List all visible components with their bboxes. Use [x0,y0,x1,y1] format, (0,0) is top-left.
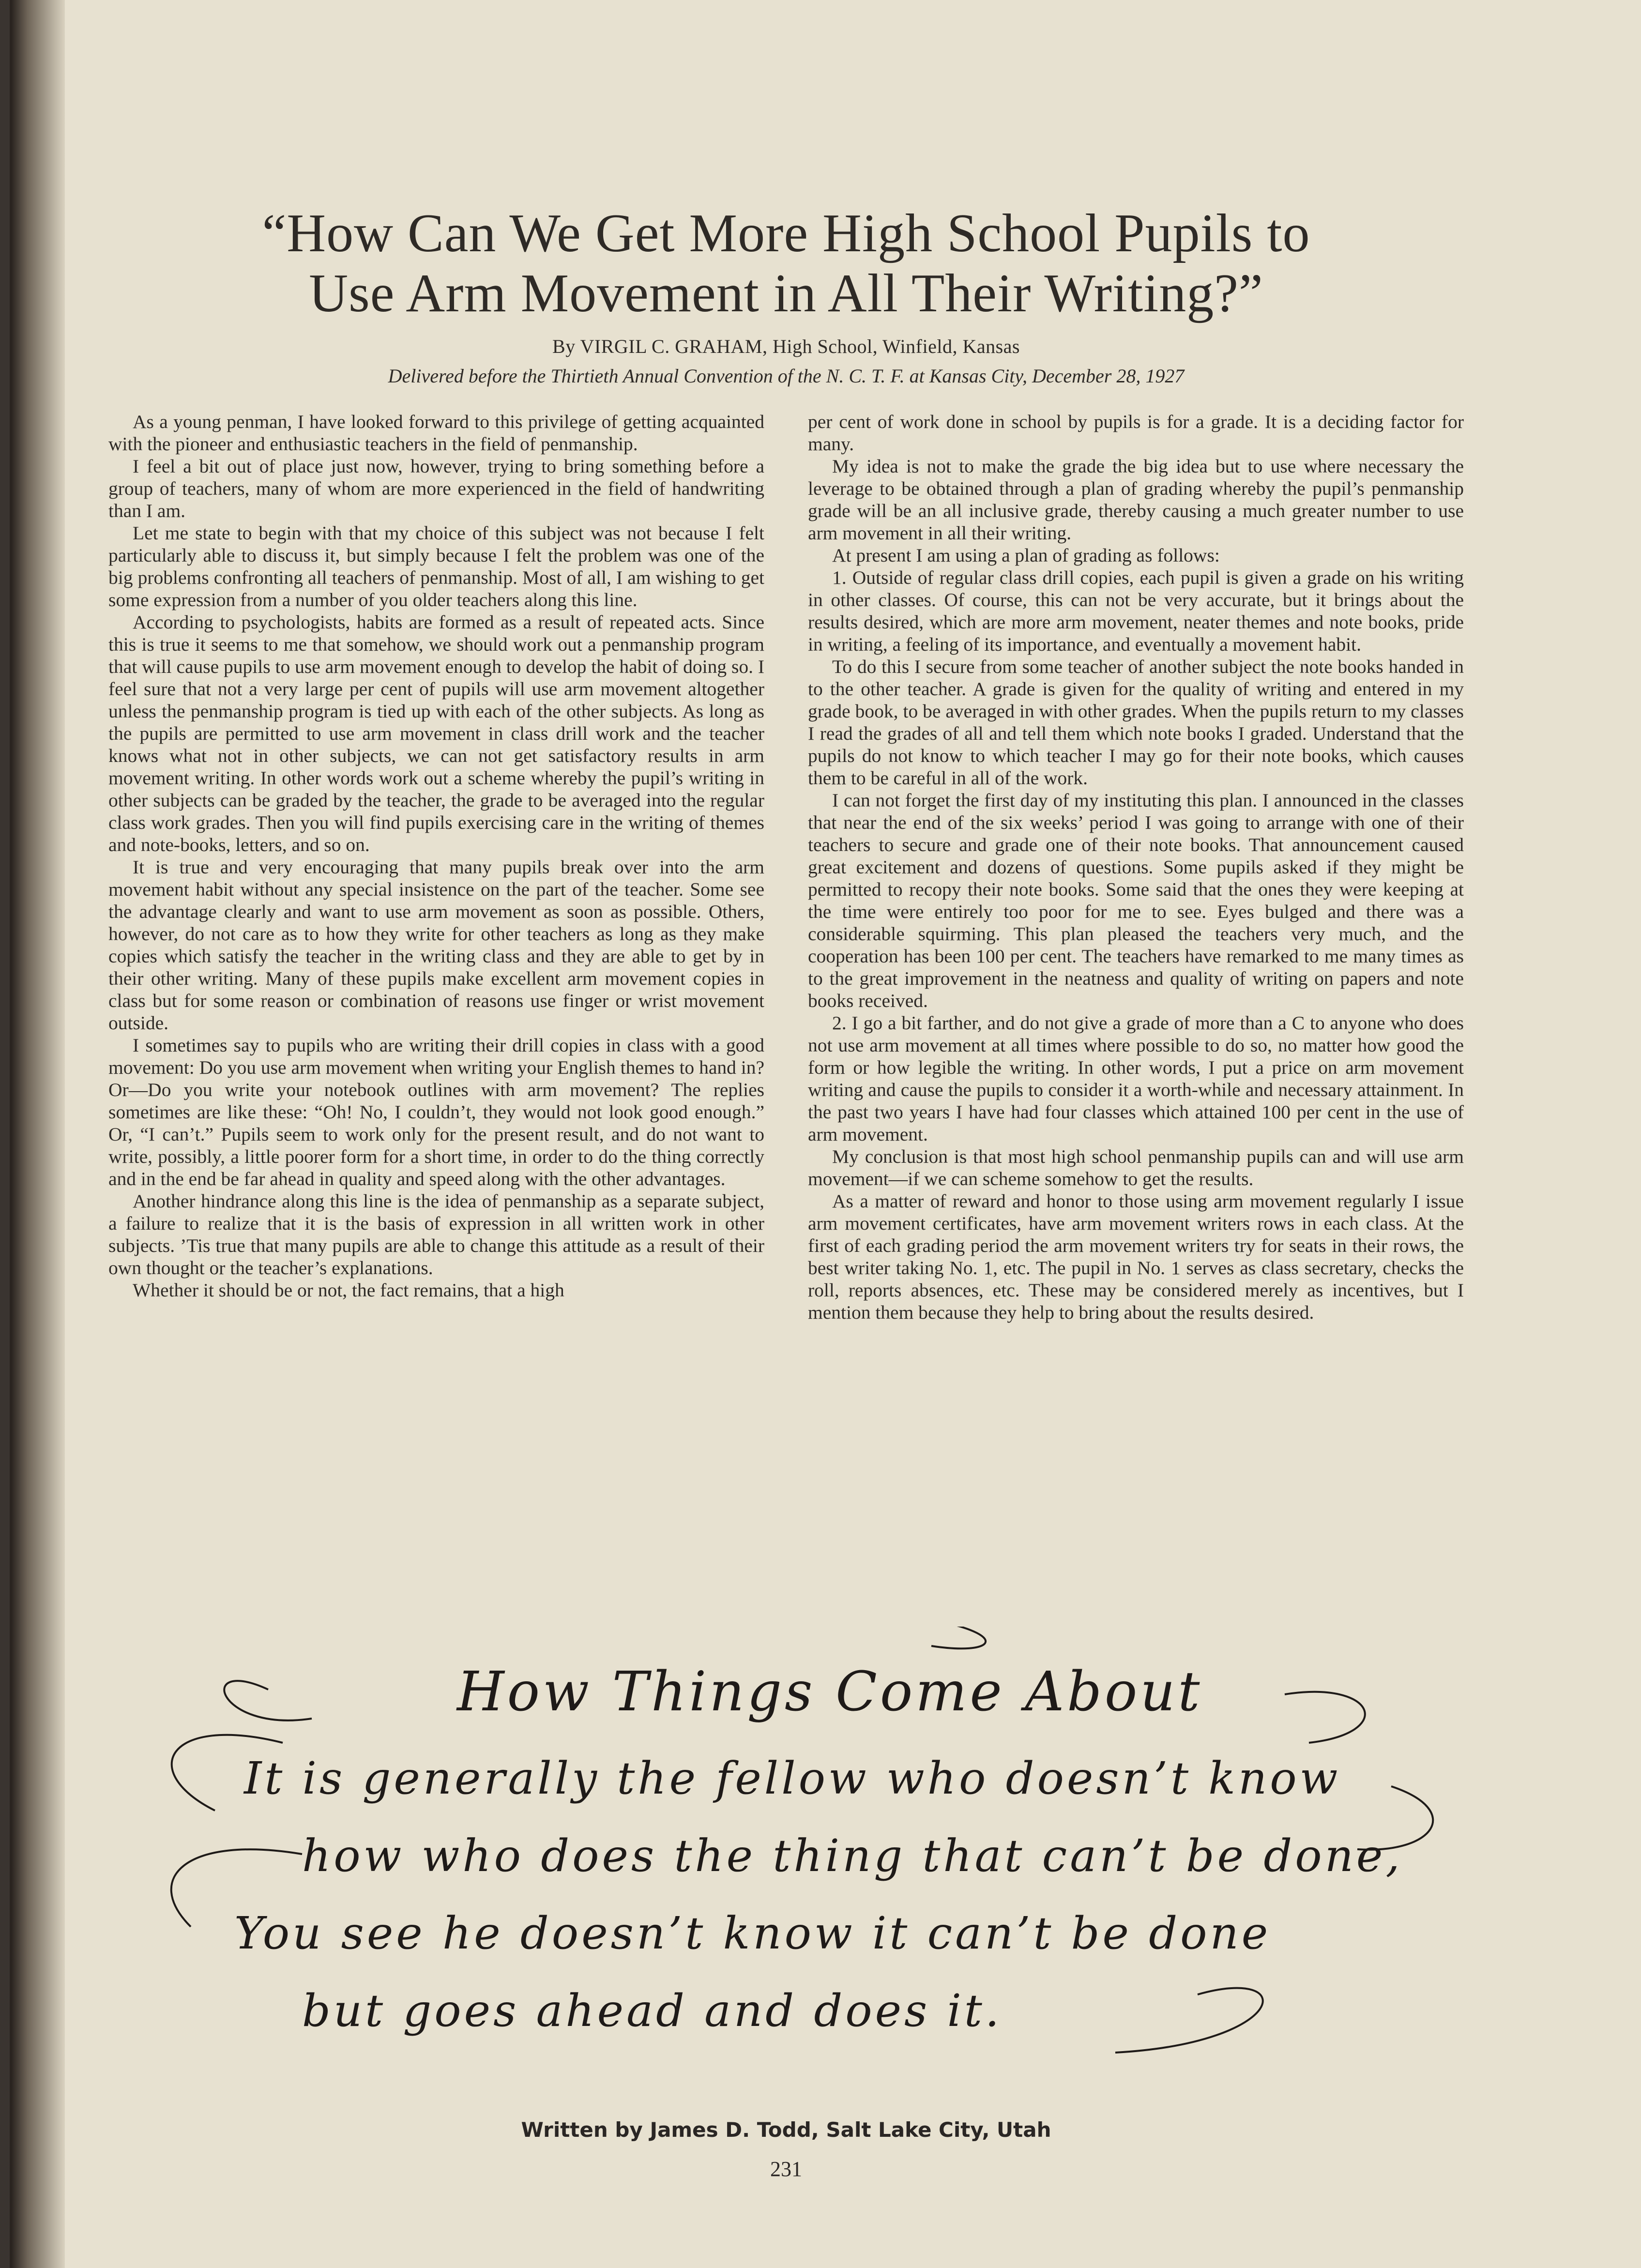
article-byline: By VIRGIL C. GRAHAM, High School, Winfield, Kansas [552,335,1020,357]
paragraph: Whether it should be or not, the fact remains, that a high [133,1279,564,1301]
magazine-page [10,0,1641,2268]
paragraph: Another hindrance along this line is the idea of penmanship as a separate subject, a failure to realize that it is the basis of expression in all written work in other subjects. ’Tis true that many pupils are able to change this attitude as a result of their own thought or the teacher’s explanations. [108,1190,764,1279]
page-number: 231 [770,2157,802,2181]
paragraph: I feel a bit out of place just now, however, trying to bring something before a group of teachers, many of whom are more experienced in the field of handwriting than I am. [108,456,764,521]
paragraph: I can not forget the first day of my instituting this plan. I announced in the classes that near the end of the six weeks’ period I was going to arrange with one of their teachers to secure and grade one of their note books. That announcement caused great excitement and dozens of questions. Some pupils asked if they might be permitted to recopy their note books. Some said that the ones they were keeping at the time were entirely too poor for me to see. Eyes bulged and there was a considerable squirming. This plan pleased the teachers very much, and the cooperation has been 100 per cent. The teachers have remarked to me many times as to the great improvement in the neatness and quality of writing on papers and note books received. [808,790,1464,1011]
paragraph: I sometimes say to pupils who are writing their drill copies in class with a good movement: Do you use arm movement when writing your English themes to hand in? Or—Do you write your notebook outlines with arm movement? The replies sometimes are like these: “Oh! No, I couldn’t, they would not look good enough.” Or, “I can’t.” Pupils seem to work only for the present result, and do not want to write, possibly, a little poorer form for a short time, in order to do the thing correctly and in the end be far ahead in quality and speed along with the other advantages. [108,1035,764,1189]
article-columns [108,411,1464,1324]
poem-line-1: It is generally the fellow who doesn’t know [244,1752,1341,1804]
paragraph: per cent of work done in school by pupils is for a grade. It is a deciding factor for many. [808,411,1464,455]
poem-line-4: but goes ahead and does it. [302,1985,1003,2037]
paragraph: My idea is not to make the grade the big idea but to use where necessary the leverage to be obtained through a plan of grading whereby the pupil’s penmanship grade will be an all inclusive grade, thereby causing a much greater number to use arm movement in all their writing. [808,456,1464,544]
paragraph: As a young penman, I have looked forward to this privilege of getting acquainted with the pioneer and enthusiastic teachers in the field of penmanship. [108,411,764,455]
paragraph: It is true and very encouraging that many pupils break over into the arm movement habit without any special insistence on the part of the teacher. Some see the advantage clearly and want to use arm movement as soon as possible. Others, however, do not care as to how they write for other teachers as long as they make copies which satisfy the teacher in the writing class and they are able to get by in their other writing. Many of these pupils make excellent arm movement copies in class but for some reason or combination of reasons use finger or wrist movement outside. [108,856,764,1034]
paragraph: At present I am using a plan of grading as follows: [832,545,1220,566]
title-line-2: Use Arm Movement in All Their Writing?” [309,263,1263,323]
poem-line-3: You see he doesn’t know it can’t be done [234,1907,1271,1959]
article [108,203,1464,1324]
specimen-credit: Written by James D. Todd, Salt Lake City, Utah [521,2118,1051,2142]
paragraph: As a matter of reward and honor to those using arm movement regularly I issue arm movement certificates, have arm movement writers rows in each class. At the first of each grading period the arm movement writers try for seats in their rows, the best writer taking No. 1, etc. The pupil in No. 1 serves as class secretary, checks the roll, reports absences, etc. These may be considered merely as incentives, but I mention them because they help to bring about the results desired. [808,1190,1464,1323]
paragraph: To do this I secure from some teacher of another subject the note books handed in to the other teacher. A grade is given for the quality of writing and entered in my grade book, to be averaged in with other grades. When the pupils return to my classes I read the grades of all and tell them which note books I graded. Understand that the pupils do not know to which teacher I may go for their note books, which causes them to be careful in all of the work. [808,656,1464,789]
title-line-1: “How Can We Get More High School Pupils to [262,203,1310,263]
paragraph: Let me state to begin with that my choice of this subject was not because I felt particularly able to discuss it, but simply because I felt the problem was one of the big problems confronting all teachers of penmanship. Most of all, I am wishing to get some expression from a number of you older teachers along this line. [108,522,764,610]
poem-title: How Things Come About [457,1660,1203,1723]
paragraph: 2. I go a bit farther, and do not give a grade of more than a C to anyone who does not use arm movement at all times where possible to do so, no matter how good the form or how legible the writing. In other words, I put a price on arm movement writing and cause the pupils to consider it a worth-while and necessary attainment. In the past two years I have had four classes which attained 100 per cent in the use of arm movement. [808,1012,1464,1145]
penmanship-specimen [157,1627,1464,2062]
paragraph: 1. Outside of regular class drill copies, each pupil is given a grade on his writing in other classes. Of course, this can not be very accurate, but it brings about the results desired, which are more arm movement, neater themes and note books, pride in writing, a feeling of its importance, and eventually a movement habit. [808,567,1464,655]
left-column [108,411,764,1324]
page-binding-shadow [12,0,65,2268]
right-column [808,411,1464,1324]
poem-line-2: how who does the thing that can’t be done, [302,1830,1403,1882]
paragraph: According to psychologists, habits are formed as a result of repeated acts. Since this is true it seems to me that somehow, we should work out a penmanship program that will cause pupils to use arm movement enough to develop the habit of doing so. I feel sure that not a very large per cent of pupils will use arm movement altogether unless the penmanship program is tied up with each of the other subjects. As long as the pupils are permitted to use arm movement in class drill work and the teacher knows what not in other subjects, we can not get satisfactory results in arm movement writing. In other words work out a scheme whereby the pupil’s writing in other subjects can be graded by the teacher, the grade to be averaged into the regular class work grades. Then you will find pupils exercising care in the writing of themes and note-books, letters, and so on. [108,611,764,855]
article-title [108,203,1464,323]
paragraph: My conclusion is that most high school penmanship pupils can and will use arm movement—if we can scheme somehow to get the results. [808,1146,1464,1189]
article-delivered-note: Delivered before the Thirtieth Annual Convention of the N. C. T. F. at Kansas City, December 28, 1927 [388,365,1185,387]
